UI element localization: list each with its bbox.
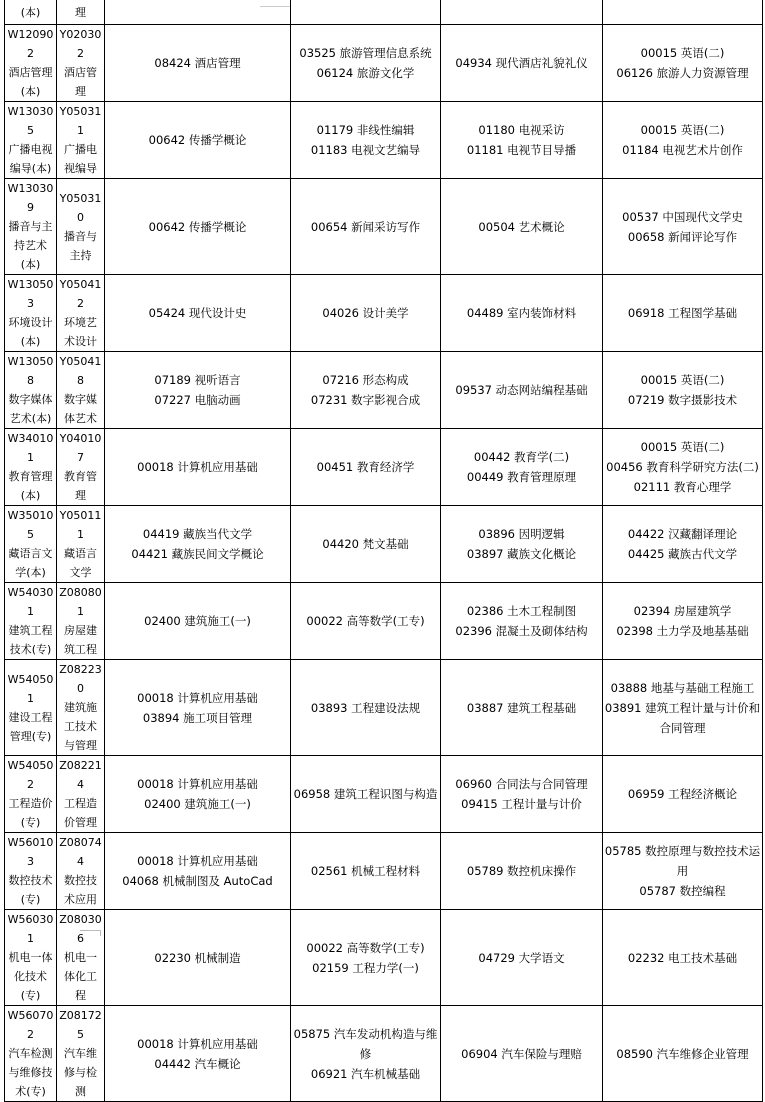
cell-text: 07227 电脑动画 (154, 393, 241, 407)
table-row (5, 1006, 763, 1102)
cell-text: Z082214 (59, 759, 102, 791)
cell-text: 06904 汽车保险与理赔 (461, 1046, 582, 1061)
table-row (5, 25, 763, 102)
course-cell-4 (603, 660, 763, 756)
exam-code-cell (57, 756, 105, 833)
cell-text: 工程造 (64, 797, 97, 810)
cell-text: 00022 高等数学(工专) (306, 940, 425, 955)
cell-text: 05424 现代设计史 (148, 306, 247, 320)
table-row (5, 756, 763, 833)
cell-text: 理 (75, 489, 86, 502)
course-cell-2 (291, 833, 441, 910)
cell-text: W130305 (7, 105, 54, 137)
cell-text: (本) (20, 85, 41, 98)
exam-code-cell (57, 583, 105, 660)
cell-text: 编导(本) (9, 162, 52, 175)
course-cell-3 (441, 506, 603, 583)
table-row (5, 660, 763, 756)
cell-text: 主持 (69, 248, 92, 262)
course-cell-3 (441, 0, 603, 25)
major-code-cell (5, 833, 57, 910)
cell-text: 04421 藏族民间文学概论 (131, 547, 264, 561)
cell-text: 修与检 (64, 1066, 97, 1079)
cell-text: 03897 藏族文化概论 (466, 547, 577, 561)
cell-text: 术设计 (64, 335, 97, 348)
course-cell-2 (291, 102, 441, 179)
course-cell-1 (105, 506, 291, 583)
cell-text: 04420 梵文基础 (322, 537, 409, 551)
table-row (5, 352, 763, 429)
cell-text: W540301 (7, 586, 54, 618)
course-cell-3 (441, 429, 603, 506)
cell-text: Z080744 (59, 836, 102, 868)
cell-text: 筑工程 (64, 643, 97, 656)
course-cell-3 (441, 1006, 603, 1102)
course-cell-3 (441, 833, 603, 910)
cell-text: 00018 计算机应用基础 (137, 777, 258, 791)
cell-text: 00654 新闻采访写作 (310, 219, 421, 234)
cell-text: Y050412 (59, 278, 102, 310)
cell-text: 修 (359, 1046, 372, 1061)
course-cell-2 (291, 25, 441, 102)
cell-text: 00015 英语(二) (640, 373, 725, 387)
major-code-cell (5, 179, 57, 275)
course-cell-2 (291, 910, 441, 1006)
ruler-mark (80, 930, 101, 936)
cell-text: 数控技术 (8, 874, 53, 887)
cell-text: 教育管 (64, 470, 97, 483)
cell-text: 05875 汽车发动机构造与维 (293, 1026, 438, 1041)
cell-text: 理 (75, 85, 86, 98)
course-cell-3 (441, 102, 603, 179)
course-cell-2 (291, 352, 441, 429)
cell-text: 机电一体 (8, 951, 53, 964)
exam-code-cell (57, 352, 105, 429)
cell-text: W540502 (7, 759, 54, 791)
cell-text: 酒店管理 (8, 66, 53, 79)
cell-text: 术应用 (64, 893, 97, 906)
course-cell-1 (105, 275, 291, 352)
cell-text: 广播电 (64, 143, 97, 156)
cell-text: 环境艺 (64, 316, 97, 329)
cell-text: 数控技 (64, 874, 97, 887)
course-cell-3 (441, 660, 603, 756)
major-code-cell (5, 102, 57, 179)
cell-text: 数字媒体 (8, 393, 53, 406)
cell-text: 04026 设计美学 (322, 306, 409, 320)
course-cell-1 (105, 0, 291, 25)
cell-text: 播音与 (64, 229, 97, 243)
course-cell-4 (603, 25, 763, 102)
course-cell-1 (105, 660, 291, 756)
table-row (5, 179, 763, 275)
cell-text: Y040107 (59, 432, 102, 464)
cell-text: 数字媒 (64, 393, 97, 406)
cell-text: 汽车检测 (8, 1047, 53, 1060)
cell-text: 09415 工程计量与计价 (461, 797, 582, 811)
cell-text: 00015 英语(二) (640, 123, 725, 137)
cell-text: 程 (75, 989, 86, 1002)
cell-text: 07231 数字影视合成 (310, 393, 421, 407)
cell-text: W540501 (7, 672, 54, 705)
cell-text: 工程造价 (8, 797, 53, 810)
course-cell-2 (291, 0, 441, 25)
cell-text: 技术(专) (9, 643, 52, 656)
table-row (5, 833, 763, 910)
cell-text: 05789 数控机床操作 (466, 864, 577, 878)
exam-code-cell (57, 660, 105, 756)
cell-text: 02230 机械制造 (154, 950, 241, 965)
cell-text: 06918 工程图学基础 (627, 306, 738, 320)
cell-text: 06959 工程经济概论 (627, 787, 738, 801)
cell-text: 学(本) (15, 566, 46, 579)
cell-text: Z082230 (59, 663, 102, 695)
cell-text: W340101 (7, 432, 54, 464)
cell-text: 00015 英语(二) (640, 440, 725, 454)
cell-text: 00018 计算机应用基础 (137, 690, 258, 705)
cell-text: 持艺术 (14, 239, 47, 252)
cell-text: 体化工 (64, 970, 97, 983)
cell-text: 视编导 (64, 162, 97, 175)
exam-code-cell (57, 506, 105, 583)
course-cell-4 (603, 0, 763, 25)
major-code-cell (5, 1006, 57, 1102)
cell-text: W560702 (7, 1009, 54, 1041)
cell-text: 06958 建筑工程识图与构造 (293, 787, 438, 801)
course-cell-1 (105, 25, 291, 102)
cell-text: 01183 电视文艺编导 (310, 143, 421, 157)
course-cell-2 (291, 1006, 441, 1102)
cell-text: 07219 数字摄影技术 (627, 393, 738, 407)
cell-text: 00642 传播学概论 (148, 133, 247, 147)
cell-text: 05785 数控原理与数控技术运 (604, 844, 761, 858)
cell-text: 价管理 (64, 816, 97, 829)
course-cell-4 (603, 429, 763, 506)
cell-text: 广播电视 (8, 143, 53, 156)
course-cell-3 (441, 352, 603, 429)
cell-text: 机电一 (64, 951, 97, 964)
cell-text: 02111 教育心理学 (633, 480, 732, 494)
exam-course-table (4, 0, 763, 1102)
cell-text: 体艺术 (64, 412, 97, 425)
cell-text: 01180 电视采访 (478, 123, 565, 137)
course-cell-2 (291, 275, 441, 352)
cell-text: (本) (20, 258, 41, 271)
cell-text: W560103 (7, 836, 54, 868)
cell-text: (本) (20, 489, 41, 502)
course-cell-3 (441, 179, 603, 275)
cell-text: 04442 汽车概论 (154, 1056, 241, 1071)
course-cell-1 (105, 756, 291, 833)
table-row (5, 910, 763, 1006)
cell-text: 02400 建筑施工(一) (144, 797, 251, 811)
major-code-cell (5, 756, 57, 833)
major-code-cell (5, 506, 57, 583)
cell-text: 05787 数控编程 (639, 884, 726, 898)
course-cell-3 (441, 910, 603, 1006)
exam-code-cell (57, 833, 105, 910)
cell-text: 环境设计 (8, 316, 53, 329)
cell-text: 06921 汽车机械基础 (310, 1066, 421, 1081)
cell-text: (本) (20, 335, 41, 348)
cell-text: 06126 旅游人力资源管理 (616, 66, 749, 80)
major-code-cell (5, 352, 57, 429)
cell-text: 00642 传播学概论 (148, 219, 247, 234)
cell-text: 播音与主 (8, 220, 53, 233)
cell-text: 测 (75, 1085, 86, 1098)
cell-text: 文学 (69, 566, 92, 579)
cell-text: 00456 教育科学研究方法(二) (606, 460, 759, 474)
cell-text: 术(专) (15, 1085, 46, 1098)
cell-text: Z080801 (59, 586, 102, 618)
course-cell-4 (603, 756, 763, 833)
cell-text: Z080306 (59, 913, 102, 945)
cell-text: 合同管理 (659, 720, 706, 735)
major-code-cell (5, 910, 57, 1006)
cell-text: W560301 (7, 913, 54, 945)
cell-text: 09537 动态网站编程基础 (455, 383, 588, 397)
table-row (5, 102, 763, 179)
cell-text: 建设工程 (8, 710, 53, 724)
course-cell-3 (441, 756, 603, 833)
cell-text: 06960 合同法与合同管理 (455, 777, 588, 791)
cell-text: 03525 旅游管理信息系统 (299, 46, 432, 60)
cell-text: Y050111 (59, 509, 102, 541)
cell-text: 00018 计算机应用基础 (137, 854, 258, 868)
major-code-cell (5, 583, 57, 660)
cell-text: 02159 工程力学(一) (312, 960, 419, 975)
course-cell-4 (603, 583, 763, 660)
cell-text: 02561 机械工程材料 (310, 864, 421, 878)
cell-text: 00449 教育管理原理 (466, 470, 577, 484)
cell-text: 07216 形态构成 (322, 373, 409, 387)
major-code-cell (5, 25, 57, 102)
cell-text: 03896 因明逻辑 (478, 527, 565, 541)
cell-text: 房屋建 (64, 624, 97, 637)
cell-text: 藏语言 (64, 547, 97, 560)
cell-text: 04422 汉藏翻译理论 (627, 527, 738, 541)
major-code-cell (5, 275, 57, 352)
cell-text: 02386 土木工程制图 (466, 604, 577, 618)
cell-text: 08424 酒店管理 (154, 56, 241, 70)
cell-text: W130309 (7, 182, 54, 214)
course-cell-2 (291, 179, 441, 275)
exam-code-cell (57, 429, 105, 506)
course-cell-3 (441, 583, 603, 660)
course-cell-4 (603, 910, 763, 1006)
cell-text: 酒店管 (64, 66, 97, 79)
cell-text: 02232 电工技术基础 (627, 950, 738, 965)
cell-text: 06124 旅游文化学 (316, 66, 415, 80)
cell-text: W120902 (7, 28, 54, 60)
cell-text: 汽车维 (64, 1047, 97, 1060)
cell-text: 工技术 (64, 720, 97, 733)
cell-text: 04489 室内装饰材料 (466, 306, 577, 320)
course-cell-2 (291, 429, 441, 506)
cell-text: Y050310 (59, 191, 102, 224)
cell-text: 04934 现代酒店礼貌礼仪 (455, 56, 588, 70)
course-cell-4 (603, 102, 763, 179)
cell-text: 07189 视听语言 (154, 373, 241, 387)
cell-text: 03893 工程建设法规 (310, 700, 421, 715)
course-cell-3 (441, 275, 603, 352)
cell-text: 藏语言文 (8, 547, 53, 560)
cell-text: 02394 房屋建筑学 (633, 604, 732, 618)
table-row (5, 275, 763, 352)
exam-code-cell (57, 102, 105, 179)
major-code-cell (5, 660, 57, 756)
table-row (5, 506, 763, 583)
cell-text: 与管理 (64, 739, 97, 752)
course-cell-1 (105, 1006, 291, 1102)
course-cell-1 (105, 833, 291, 910)
cell-text: 00658 新闻评论写作 (627, 229, 738, 244)
cell-text: 用 (676, 864, 689, 878)
cell-text: Y050311 (59, 105, 102, 137)
course-cell-1 (105, 102, 291, 179)
exam-code-cell (57, 25, 105, 102)
cell-text: 03891 建筑工程计量与计价和 (604, 700, 761, 715)
exam-code-cell (57, 275, 105, 352)
cell-text: Z081725 (59, 1009, 102, 1041)
table-row (5, 583, 763, 660)
cell-text: 04729 大学语文 (478, 950, 565, 965)
course-cell-4 (603, 275, 763, 352)
course-cell-4 (603, 506, 763, 583)
cell-text: (本) (20, 5, 41, 19)
cell-text: 00018 计算机应用基础 (137, 460, 258, 474)
cell-text: 理 (75, 5, 86, 19)
course-cell-1 (105, 179, 291, 275)
cell-text: 04425 藏族古代文学 (627, 547, 738, 561)
cell-text: 03894 施工项目管理 (142, 710, 253, 725)
course-cell-2 (291, 660, 441, 756)
major-code-cell (5, 0, 57, 25)
table-row (5, 0, 763, 25)
cell-text: 00015 英语(二) (640, 46, 725, 60)
cell-text: 03888 地基与基础工程施工 (610, 680, 755, 695)
cell-text: (专) (20, 893, 41, 906)
cell-text: (专) (20, 816, 41, 829)
table-row (5, 429, 763, 506)
cell-text: 02396 混凝土及砌体结构 (455, 624, 588, 638)
course-cell-3 (441, 25, 603, 102)
exam-code-cell (57, 179, 105, 275)
exam-code-cell (57, 0, 105, 25)
cell-text: 04068 机械制图及 AutoCad (122, 874, 273, 888)
major-code-cell (5, 429, 57, 506)
cell-text: 00537 中国现代文学史 (622, 209, 743, 224)
cell-text: 03887 建筑工程基础 (466, 700, 577, 715)
cell-text: 08590 汽车维修企业管理 (616, 1046, 749, 1061)
cell-text: Y050418 (59, 355, 102, 387)
cell-text: W130508 (7, 355, 54, 387)
cell-text: 与维修技 (8, 1066, 53, 1079)
course-cell-1 (105, 910, 291, 1006)
course-cell-4 (603, 352, 763, 429)
cell-text: 00022 高等数学(工专) (306, 614, 425, 628)
course-cell-4 (603, 1006, 763, 1102)
cell-text: 艺术(本) (9, 412, 52, 425)
course-cell-2 (291, 583, 441, 660)
cell-text: 02400 建筑施工(一) (144, 614, 251, 628)
course-cell-2 (291, 506, 441, 583)
cell-text: 01181 电视节目导播 (466, 143, 577, 157)
cell-text: W130503 (7, 278, 54, 310)
course-cell-4 (603, 179, 763, 275)
cell-text: 04419 藏族当代文学 (142, 527, 253, 541)
cell-text: 00442 教育学(二) (473, 450, 570, 464)
cell-text: 00451 教育经济学 (316, 460, 415, 474)
exam-code-cell (57, 910, 105, 1006)
course-cell-2 (291, 756, 441, 833)
course-cell-4 (603, 833, 763, 910)
cell-text: 教育管理 (8, 470, 53, 483)
cell-text: 01184 电视艺术片创作 (622, 143, 743, 157)
cell-text: W350105 (7, 509, 54, 541)
cell-text: 02398 土力学及地基基础 (616, 624, 749, 638)
cell-text: 管理(专) (9, 729, 52, 743)
cell-text: 建筑工程 (8, 624, 53, 637)
exam-code-cell (57, 1006, 105, 1102)
cell-text: 00018 计算机应用基础 (137, 1036, 258, 1051)
cell-text: 建筑施 (64, 701, 97, 714)
cell-text: 01179 非线性编辑 (316, 123, 415, 137)
course-cell-1 (105, 583, 291, 660)
cell-text: 00504 艺术概论 (478, 219, 565, 234)
course-cell-1 (105, 352, 291, 429)
course-cell-1 (105, 429, 291, 506)
cell-text: (专) (20, 989, 41, 1002)
cell-text: Y020302 (59, 28, 102, 60)
cell-text: 化技术 (14, 970, 47, 983)
